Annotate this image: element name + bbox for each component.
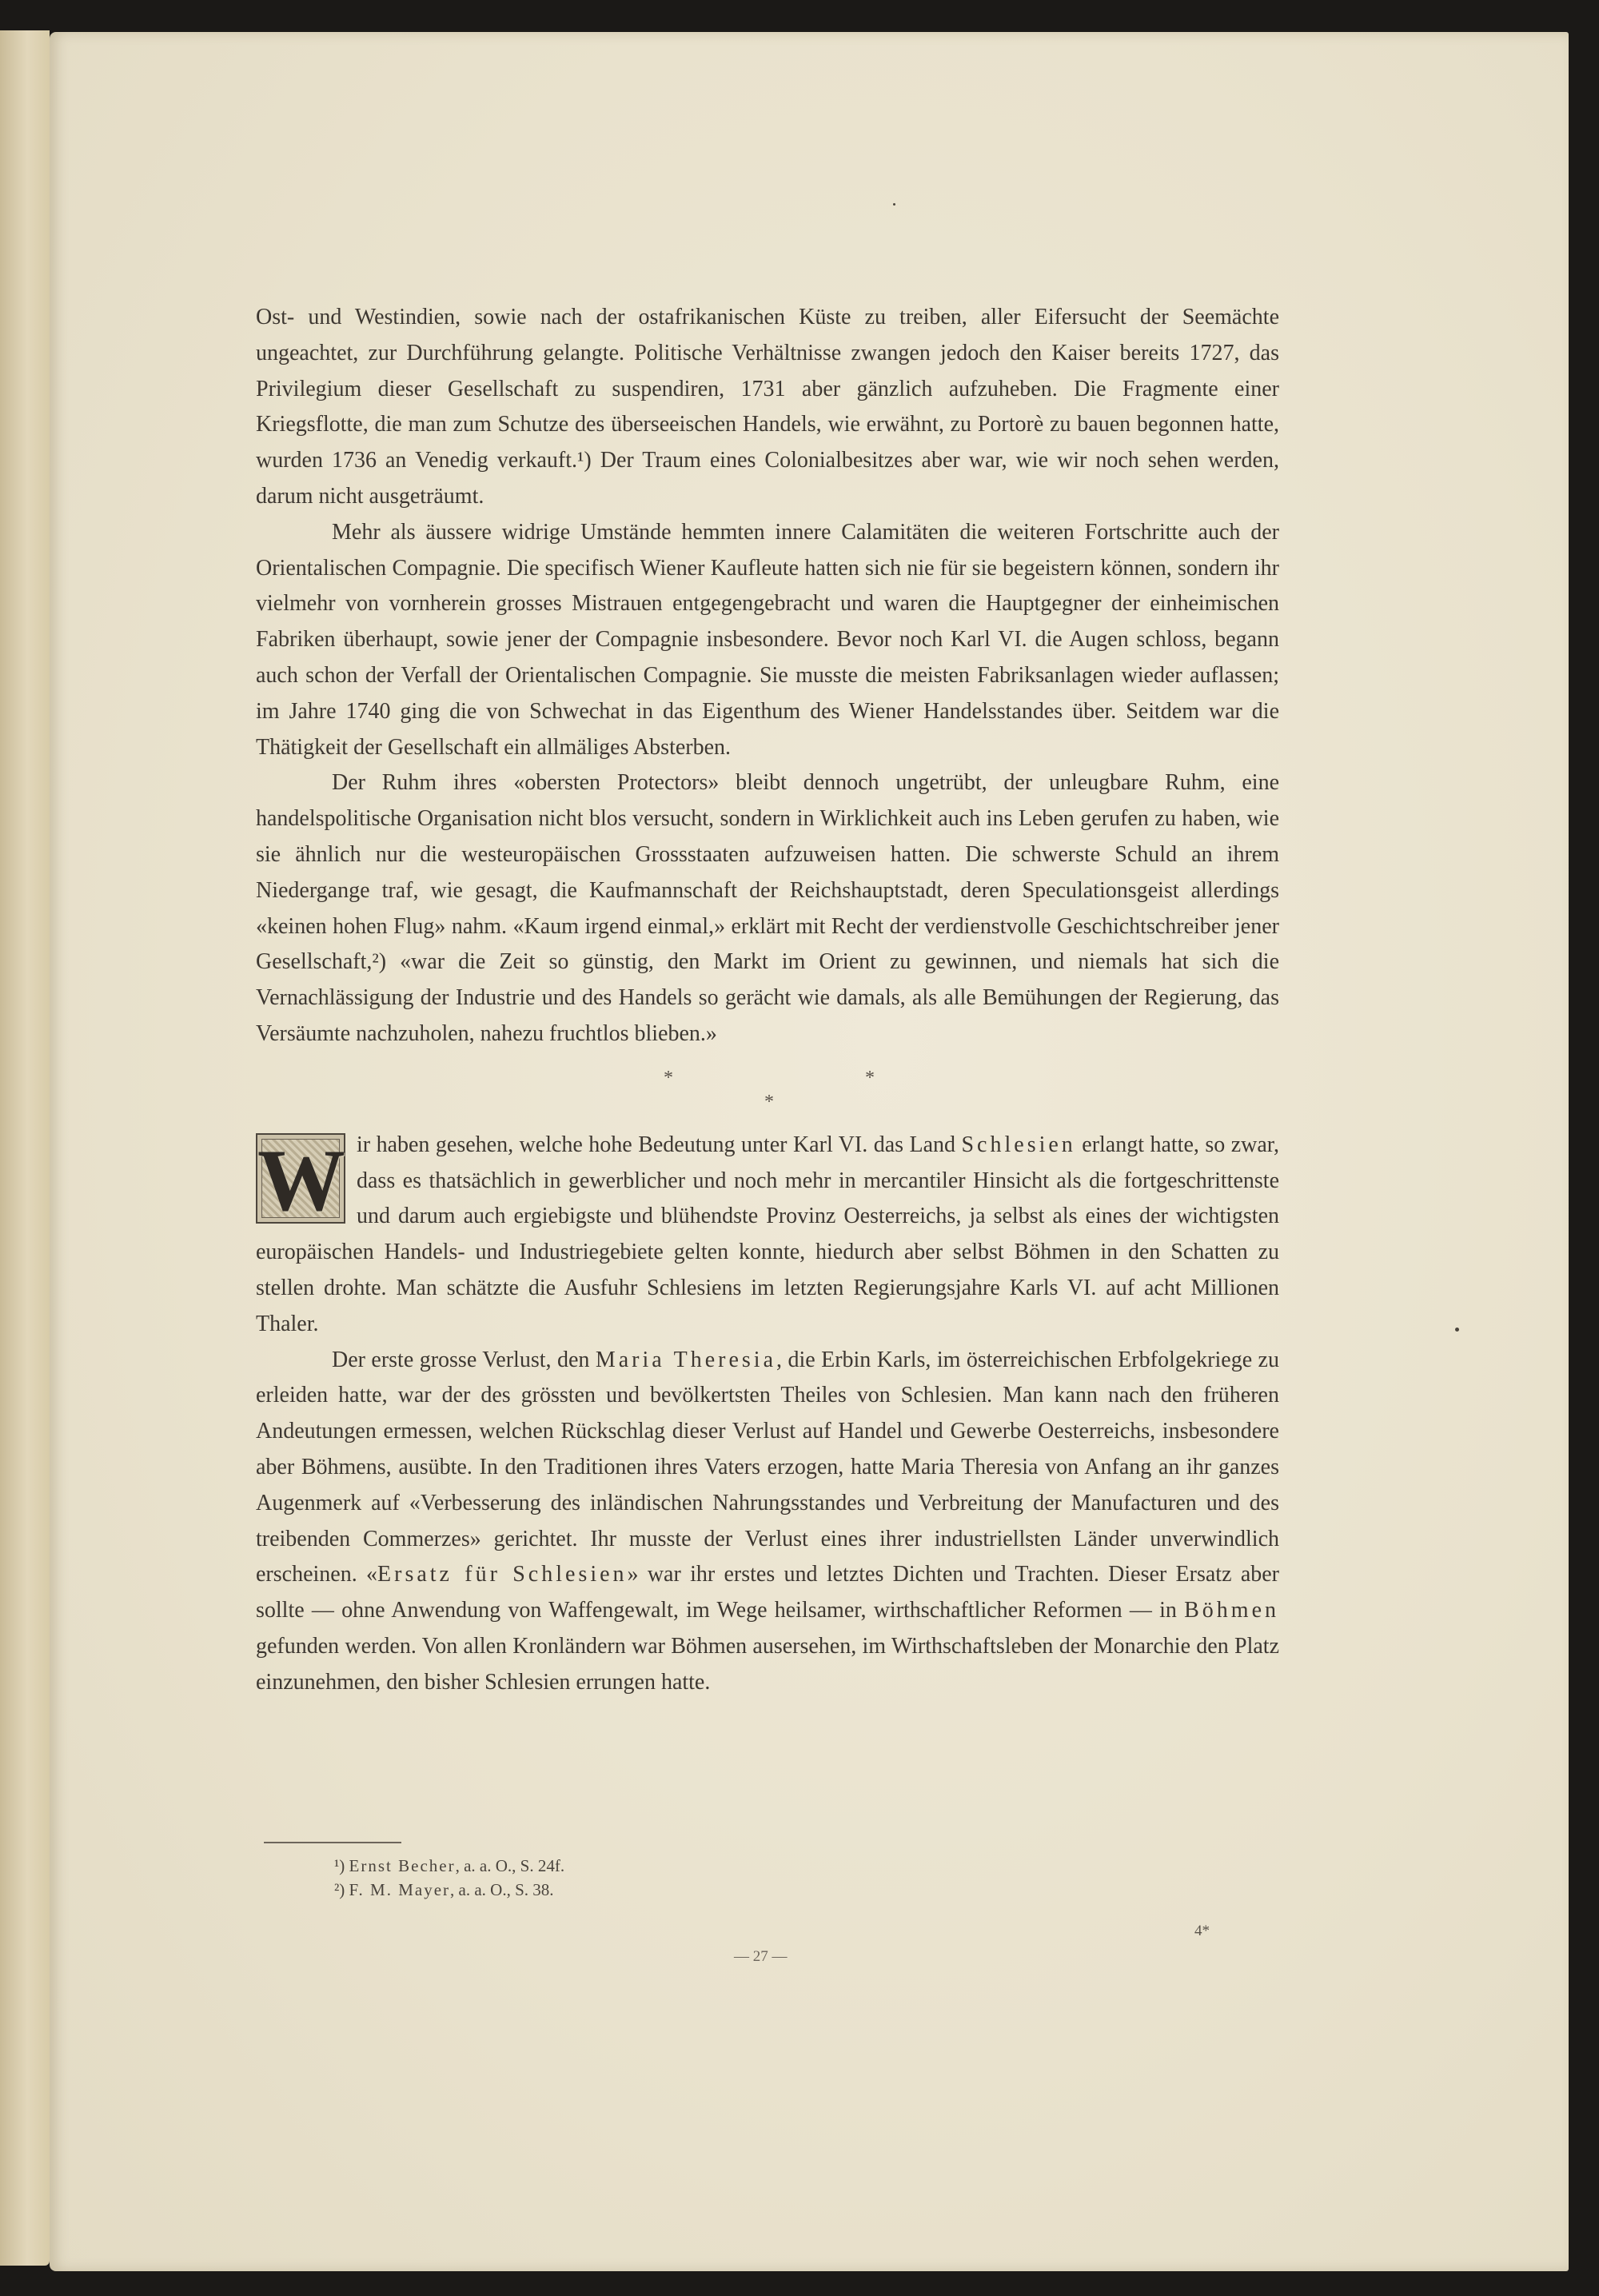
asterisk: *	[664, 1067, 673, 1088]
text-run: » war ihr erstes und letztes Dichten und Trachten. Dieser Ersatz aber sollte — ohne Anwendung von Waffengewalt, im Wege heilsamer, wirthschaftlicher Reformen — in	[256, 1562, 1279, 1623]
text-run: ir haben gesehen, welche hohe Bedeutung unter Karl VI. das Land	[357, 1132, 962, 1157]
footnote-author: Ernst Becher	[349, 1856, 456, 1875]
footnote	[334, 1854, 564, 1878]
paragraph: Der Ruhm ihres «obersten Protectors» bleibt dennoch ungetrübt, der unleugbare Ruhm, eine handelspolitische Organisation nicht blos versucht, sondern in Wirklichkeit auch ins Leben gerufen zu haben, wie sie ähnlich nur die westeuropäischen Grossstaaten aufzuweisen hatten. Die schwerste Schuld an ihrem Niedergange traf, wie gesagt, die Kaufmannschaft der Reichshauptstadt, deren Speculationsgeist allerdings «keinen hohen Flug» nahm. «Kaum irgend einmal,» erklärt mit Recht der verdienstvolle Geschichtschreiber jener Gesellschaft,²) «war die Zeit so günstig, den Markt im Orient zu gewinnen, und niemals hat sich die Vernachlässigung der Industrie und des Handels so gerächt wie damals, als alle Bemühungen der Regierung, das Versäumte nachzuholen, nahezu fruchtlos blieben.»	[256, 770, 1279, 1046]
decorated-initial	[256, 1131, 345, 1229]
footnote-mark: ¹)	[334, 1856, 345, 1875]
text-run: , die Erbin Karls, im österreichischen Erbfolgekriege zu erleiden hatte, war der des grössten und bevölkertsten Theiles von Schlesien. Man kann nach den früheren Andeutungen ermessen, welchen Rückschlag dieser Verlust auf Handel und Gewerbe Oesterreichs, insbesondere aber Böhmens, ausübte. In den Traditionen ihres Vaters erzogen, hatte Maria Theresia von Anfang an ihr ganzes Augenmerk auf «Verbesserung des inländischen Nahrungsstandes und Verbreitung der Manufacturen und des treibenden Commerzes» gerichtet. Ihr musste der Verlust eines ihrer industriellsten Länder unverwindlich erscheinen. «	[256, 1347, 1279, 1587]
section-separator	[256, 1057, 1279, 1120]
paragraph	[256, 1343, 1279, 1701]
footnotes	[334, 1854, 564, 1902]
paragraph-with-initial	[256, 1128, 1279, 1343]
paper-speck	[893, 203, 895, 206]
paragraph: Ost- und Westindien, sowie nach der ostafrikanischen Küste zu treiben, aller Eifersucht der Seemächte ungeachtet, zur Durchführung gelangte. Politische Verhältnisse zwangen jedoch den Kaiser bereits 1727, das Privilegium dieser Gesellschaft zu suspendiren, 1731 aber gänzlich aufzuheben. Die Fragmente einer Kriegsflotte, die man zum Schutze des überseeischen Handels, wie erwähnt, zu Portorè zu bauen begonnen hatte, wurden 1736 an Venedig verkauft.¹) Der Traum eines Colonialbesitzes aber war, wie wir noch sehen werden, darum nicht ausgeträumt.	[256, 305, 1279, 509]
spaced-name: Schlesien	[961, 1132, 1076, 1157]
footnote	[334, 1878, 564, 1902]
adjacent-page-edge	[0, 30, 50, 2266]
text-run: Der erste grosse Verlust, den	[332, 1347, 596, 1372]
asterisk: *	[764, 1091, 774, 1112]
footnote-ref: , a. a. O., S. 24f.	[455, 1856, 565, 1875]
spaced-phrase: Ersatz für Schlesien	[377, 1562, 628, 1587]
signature-mark: 4*	[1194, 1923, 1210, 1939]
footnote-rule	[264, 1842, 401, 1843]
footnote-mark: ²)	[334, 1880, 345, 1899]
spaced-name: Böhmen	[1184, 1598, 1279, 1623]
spaced-name: Maria Theresia	[595, 1347, 777, 1372]
main-text	[256, 300, 1279, 1700]
page-number: — 27 —	[734, 1948, 788, 1965]
footnote-ref: , a. a. O., S. 38.	[450, 1880, 554, 1899]
paper-speck	[1455, 1328, 1459, 1332]
asterisk: *	[865, 1067, 875, 1088]
initial-letter: W	[257, 1131, 345, 1229]
text-run: erlangt hatte, so zwar, dass es thatsächlich in gewerblicher und noch mehr in mercantiler Hinsicht als die fortgeschrittenste und darum auch ergiebigste und blühendste Provinz Oesterreichs, ja selbst als eines der wichtigsten europäischen Handels- und Industriegebiete gelten konnte, hiedurch aber selbst Böhmen in den Schatten zu stellen drohte. Man schätzte die Ausfuhr Schlesiens im letzten Regierungsjahre Karls VI. auf acht Millionen Thaler.	[256, 1132, 1279, 1336]
paragraph: Mehr als äussere widrige Umstände hemmten innere Calamitäten die weiteren Fortschritte auch der Orientalischen Compagnie. Die specifisch Wiener Kaufleute hatten sich nie für sie begeistern können, sondern ihr vielmehr von vornherein grosses Mistrauen entgegengebracht und waren die Hauptgegner der einheimischen Fabriken überhaupt, sowie jener der Compagnie insbesondere. Bevor noch Karl VI. die Augen schloss, begann auch schon der Verfall der Orientalischen Compagnie. Sie musste die meisten Fabriksanlagen wieder auflassen; im Jahre 1740 ging die von Schwechat in das Eigenthum des Wiener Handelsstandes über. Seitdem war die Thätigkeit der Gesellschaft ein allmäliges Absterben.	[256, 519, 1279, 760]
text-run: gefunden werden. Von allen Kronländern war Böhmen ausersehen, im Wirthschaftsleben der Monarchie den Platz einzunehmen, den bisher Schlesien errungen hatte.	[256, 1633, 1279, 1695]
footnote-author: F. M. Mayer	[349, 1880, 451, 1899]
